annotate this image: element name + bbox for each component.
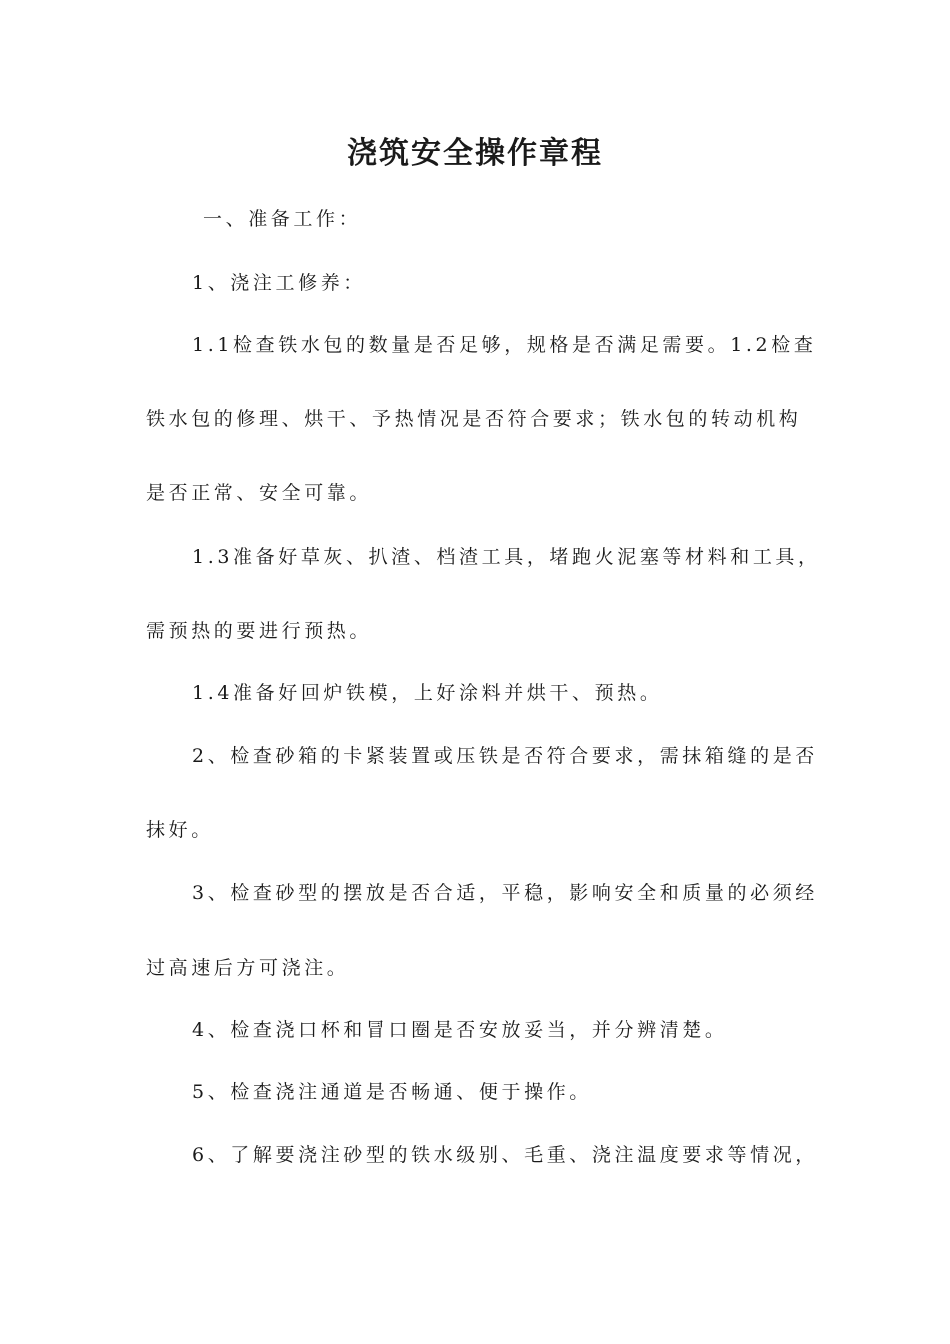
paragraph-line: 4、检查浇口杯和冒口圈是否安放妥当，并分辨清楚。: [192, 1019, 728, 1041]
subsection-heading: 1、浇注工修养：: [192, 272, 366, 294]
paragraph-line: 1.1检查铁水包的数量是否足够，规格是否满足需要。1.2检查: [192, 334, 817, 356]
paragraph-line: 需预热的要进行预热。: [146, 620, 373, 642]
paragraph-line: 抹好。: [146, 819, 214, 841]
paragraph-line: 5、检查浇注通道是否畅通、便于操作。: [192, 1081, 592, 1103]
document-title: 浇筑安全操作章程: [347, 136, 603, 171]
paragraph-line: 是否正常、安全可靠。: [146, 482, 373, 504]
section-heading: 一、准备工作：: [203, 208, 362, 230]
paragraph-line: 2、检查砂箱的卡紧装置或压铁是否符合要求，需抹箱缝的是否: [192, 745, 818, 767]
paragraph-line: 3、检查砂型的摆放是否合适，平稳，影响安全和质量的必须经: [192, 882, 818, 904]
paragraph-line: 铁水包的修理、烘干、予热情况是否符合要求；铁水包的转动机构: [146, 408, 802, 430]
paragraph-line: 6、了解要浇注砂型的铁水级别、毛重、浇注温度要求等情况，: [192, 1144, 818, 1166]
paragraph-line: 1.4准备好回炉铁模，上好涂料并烘干、预热。: [192, 682, 663, 704]
paragraph-line: 1.3准备好草灰、扒渣、档渣工具，堵跑火泥塞等材料和工具，: [192, 546, 821, 568]
paragraph-line: 过高速后方可浇注。: [146, 957, 350, 979]
